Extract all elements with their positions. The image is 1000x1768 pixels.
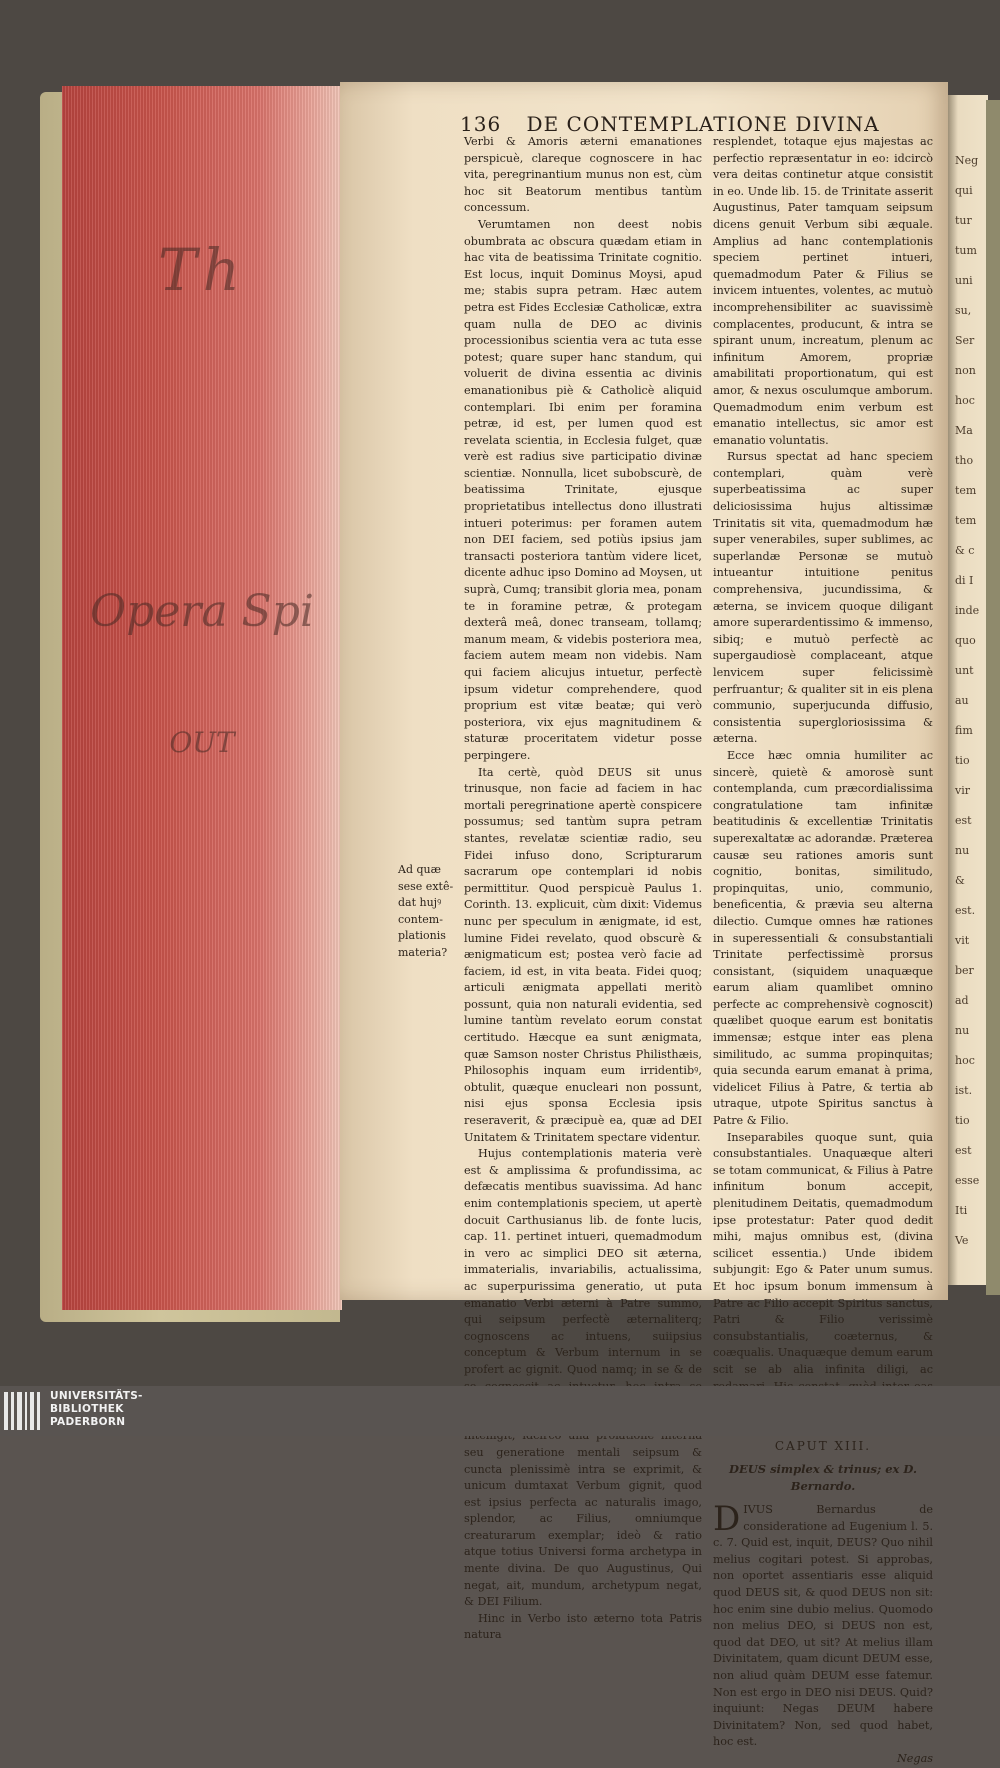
library-logo-icon bbox=[4, 1392, 44, 1430]
next-page-fragment: esse bbox=[955, 1174, 980, 1187]
running-header bbox=[460, 112, 880, 136]
next-page-fragment: ist. bbox=[955, 1084, 973, 1097]
next-page-fragment: nu bbox=[955, 1024, 970, 1037]
next-page-fragment: hoc bbox=[955, 394, 975, 407]
chapter-subtitle: DEUS simplex & trinus; ex D. Bernardo. bbox=[729, 1461, 917, 1493]
spine-inscription-top: Th bbox=[157, 236, 247, 304]
paragraph: Verumtamen non deest nobis obumbrata ac obscura quædam etiam in hac vita de beatissima Trinitate cognitio. Est locus, inquit Dominus Moysi, apud me; stabis supra petram. Hæc autem petra est Fides Ecclesiæ Catholicæ, extra quam nulla de DEO ac divinis processionibus scientia vera ac tuta esse potest; quare super hanc standum, qui voluerit de divina essentia ac divinis emanationibus piè & Catholicè aliquid contemplari. Ibi enim per foramina petræ, id est, per lumen quod est revelata scientia, in Ecclesia fulget, quæ verè est radius sive participatio divinæ scientiæ. Nonnulla, licet subobscurè, de beatissima Trinitate, ejusque proprietatibus intellectus dono illustrati intueri poterimus: per foramen autem non DEI faciem, sed potiùs ipsius jam transacti posteriora tantùm videre licet, dicente adhuc ipso Domino ad Moysen, ut suprà, Cumq; transibit gloria mea, ponam te in foramine petræ, & protegam dexterâ meâ, donec transeam, tollamq; manum meam, & videbis posteriora mea, faciem autem meam non videbis. Nam qui faciem alicujus intuetur, perfectè ipsum videtur comprehendere, quod proprium est vitæ beatæ; qui verò posteriora, vix ejus magnitudinem & staturæ proceritatem videtur posse perpingere. bbox=[464, 217, 703, 762]
book-cover-right bbox=[986, 100, 1000, 1295]
catchword: Negas bbox=[897, 1752, 933, 1765]
next-page-fragment: vit bbox=[955, 934, 970, 947]
paragraph: resplendet, totaque ejus majestas ac perfectio repræsentatur in eo: idcircò vera deitas continetur atque consistit in eo. Unde lib. 15. de Trinitate asserit Augustinus, Pater tamquam seipsum dicens genuit Verbum sibi æquale. Amplius ad hanc contemplationis speciem pertinet intueri, quemadmodum Pater & Filius se invicem intuentes, volentes, ac mutuò incomprehensibiliter ac suavissimè complacentes, producunt, & intra se spirant unum, increatum, plenum ac infinitum Amorem, propriæ amabilitati proportionatum, qui est amor, & nexus osculumque amborum. Quemadmodum enim verbum est emanatio intellectus, sic amor est emanatio voluntatis. bbox=[713, 135, 933, 447]
next-page-fragment: di I bbox=[955, 574, 974, 587]
next-page-fragment: tio bbox=[955, 1114, 970, 1127]
right-column bbox=[713, 134, 933, 1768]
next-page-fragment: tem bbox=[955, 514, 977, 527]
next-page-fragment: non bbox=[955, 364, 976, 377]
next-page-fragment: est. bbox=[955, 904, 976, 917]
paragraph: Rursus spectat ad hanc speciem contemplari, quàm verè superbeatissima ac super deliciosissima hujus altissimæ Trinitatis sit vita, quemadmodum hæ super venerabiles, super sublimes, ac superlandæ Personæ se mutuò intueantur intuitione penitus comprehensiva, jucundissima, & æterna, se invicem quoque diligant amore superardentissimo & immenso, sibiq; e mutuò perfectè ac supergaudiosè complaceant, atque lenvicem super felicissimè perfruantur; & qualiter sit in eis plena communio, superjucunda diffusio, consistentia supergloriosissima & æterna. bbox=[713, 450, 933, 746]
next-page-fragment: tum bbox=[955, 244, 977, 257]
paragraph: Hujus contemplationis materia verè est & amplissima & profundissima, ac defæcatis mentibus suavissima. Ad hanc enim contemplationis speciem, ut apertè docuit Carthusianus lib. de fonte lucis, cap. 11. pertinet intueri, quemadmodum in vero ac simplici DEO sit æterna, immaterialis, invariabilis, actualissima, ac superpurissima generatio, ut puta emanatio Verbi æterni à Patre summo, qui seipsum perfectè æternaliterq; cognoscens ac intuens, suiipsius conceptum & Verbum internum in se profert ac gignit. Quod namq; in se & de seu generatione mentali seipsum & cuncta plenissimè intra se exprimit, & unicum dumtaxat Verbum gignit, quod est ipsius perfecta ac naturalis imago, splendor, ac Filius, omniumque creaturarum exemplar; ideò & ratio atque totius Universi forma archetypa in mente divina. De quo Augustinus, Qui negat, ait, mundum, archetypum negat, & DEI Filium. bbox=[464, 1147, 702, 1609]
next-page-fragment: vir bbox=[955, 784, 970, 797]
next-page-fragment: hoc bbox=[955, 1054, 975, 1067]
next-page-fragment: qui bbox=[955, 184, 973, 197]
next-page-fragment: Ser bbox=[955, 334, 975, 347]
fore-edge bbox=[62, 86, 342, 1310]
next-page-fragment: & c bbox=[955, 544, 975, 557]
margin-note: Ad quæ sese extê-dat hujꝰ contem-plationis materia? bbox=[398, 863, 454, 959]
paragraph: Hinc in Verbo isto æterno tota Patris natura bbox=[464, 1611, 702, 1642]
next-page-fragment: Ve bbox=[955, 1234, 969, 1247]
next-page-fragment: Neg bbox=[955, 154, 979, 167]
paragraph: Ecce hæc omnia humiliter ac sincerè, quietè & amorosè sunt contemplanda, cum præcordialissima congratulatione tam infinitæ beatitudinis & excellentiæ Trinitatis superexaltatæ ac adorandæ. Præterea causæ seu rationes amoris sunt cognitio, bonitas, similitudo, propinquitas, unio, communio, beneficentia, & prævia seu alterna dilectio. Cumque omnes hæ rationes in superessentiali & consubstantiali Trinitate perfectissimè prorsus consistant, (siquidem unaquæque earum aliam quamlibet omnino perfecte ac comprehensivè cognoscit) quælibet quoque earum est bonitatis immensæ; estque inter eas plena similitudo, ac summa propinquitas; quia secunda earum emanat à prima, videlicet Filius à Patre, & tertia ab utraque, utpote Spiritus sanctus à Patre & Filio. bbox=[713, 748, 933, 1128]
drop-cap: D bbox=[713, 1499, 741, 1540]
page-number: 136 bbox=[460, 112, 502, 136]
next-page-fragment: ber bbox=[955, 964, 974, 977]
next-page-fragment: quo bbox=[955, 634, 976, 647]
footer-bar bbox=[0, 1386, 1000, 1436]
next-page-fragment: tio bbox=[955, 754, 970, 767]
library-logo-text bbox=[50, 1390, 143, 1429]
next-page-fragment: unt bbox=[955, 664, 974, 677]
logo-line: PADERBORN bbox=[50, 1416, 126, 1428]
next-page-fragment: tur bbox=[955, 214, 972, 227]
chapter-text: IVUS Bernardus de consideratione ad Eugenium l. 5. c. 7. Quid est, inquit, DEUS? Quo nihil melius cogitari potest. Si approbas, non oportet assentiaris esse aliquid quod DEUS sit, & quod DEUS non sit: hoc enim sine dubio melius. Quomodo non melius DEO, si DEUS non est, quod dat DEO, ut sit? At melius illam Divinitatem, quam dicunt DEUM esse, non aliud quàm DEUM esse fatemur. Non est ergo in DEO nisi DEUS. Quid? inquiunt: Negas DEUM habere Divinitatem? Non, sed quod habet, hoc est. bbox=[713, 1503, 933, 1749]
chapter-heading: CAPUT XIII. bbox=[774, 1439, 872, 1454]
next-page-fragment: & bbox=[955, 874, 965, 887]
next-page-fragment: est bbox=[955, 814, 972, 827]
next-page-fragment: au bbox=[955, 694, 969, 707]
paragraph: Inseparabiles quoque sunt, quia consubstantiales. Unaquæque alteri se totam communicat, & Filius à Patre infinitum bonum accepit, plenitudinem Deitatis, quemadmodum ipse protestatur: Pater quod dedit mihi, majus omnibus est, (divina scilicet essentia.) Unde ibidem subjungit: Ego & Pater unum sumus. Et hoc ipsum bonum immensum à Patre ac Filio accepit Spiritus sanctus, Patri & Filio verissimè consubstantialis, coæternus, & coæqualis. Unaquæque demum earum scit se ab alia infinita diligi, ac bbox=[713, 1130, 933, 1376]
next-page-fragment: fim bbox=[955, 724, 973, 737]
running-title: DE CONTEMPLATIONE DIVINA bbox=[526, 112, 880, 136]
next-page-fragment: nu bbox=[955, 844, 970, 857]
spine-inscription-middle: Opera Spi bbox=[90, 586, 314, 637]
chapter-paragraph bbox=[713, 1499, 933, 1751]
next-page-fragment: ad bbox=[955, 994, 969, 1007]
book-page bbox=[340, 82, 948, 1765]
logo-line: UNIVERSITÄTS- bbox=[50, 1390, 143, 1402]
next-page-fragment: Iti bbox=[955, 1204, 968, 1217]
next-page-fragment: est bbox=[955, 1144, 972, 1157]
next-page-fragment: uni bbox=[955, 274, 973, 287]
next-page-fragment: tho bbox=[955, 454, 974, 467]
next-page-fragment: Ma bbox=[955, 424, 973, 437]
next-page-fragment: inde bbox=[955, 604, 980, 617]
next-page-fragment: tem bbox=[955, 484, 977, 497]
next-page-fragment: su, bbox=[955, 304, 972, 317]
paragraph: Verbi & Amoris æterni emanationes perspicuè, clareque cognoscere in hac vita, peregrinantium munus non est, cùm hoc sit Beatorum mentibus tantùm concessum. bbox=[464, 135, 702, 215]
paragraph: Ita certè, quòd DEUS sit unus trinusque, non facie ad faciem in hac mortali peregrinatione apertè conspicere possumus; sed tantùm supra petram stantes, revelatæ scientiæ radio, seu Fidei infuso dono, Scripturarum sacrarum ope contemplari id nobis permittitur. Quod perspicuè Paulus 1. Corinth. 13. explicuit, cùm dixit: Videmus nunc per speculum in ænigmate, id est, lumine Fidei revelato, quod obscurè & ænigmaticum est; postea verò facie ad faciem, id est, in vita beata. Fidei quoq; articuli ænigmata appellati meritò possunt, quia non naturali evidentia, sed lumine tantùm revelato eorum constat certitudo. Hæcque ea sunt ænigmata, quæ Samson noster Christus Philisthæis, Philosophis inquam eum irridentibꝰ, obtulit, quæque enucleari non possunt, nisi ejus sponsa Ecclesia ipsis reseraverit, & præcipuè ea, quæ ad DEI Unitatem & Trinitatem spectare videntur. bbox=[464, 765, 702, 1144]
spine-inscription-bottom: OUT bbox=[169, 726, 235, 759]
logo-line: BIBLIOTHEK bbox=[50, 1403, 124, 1415]
